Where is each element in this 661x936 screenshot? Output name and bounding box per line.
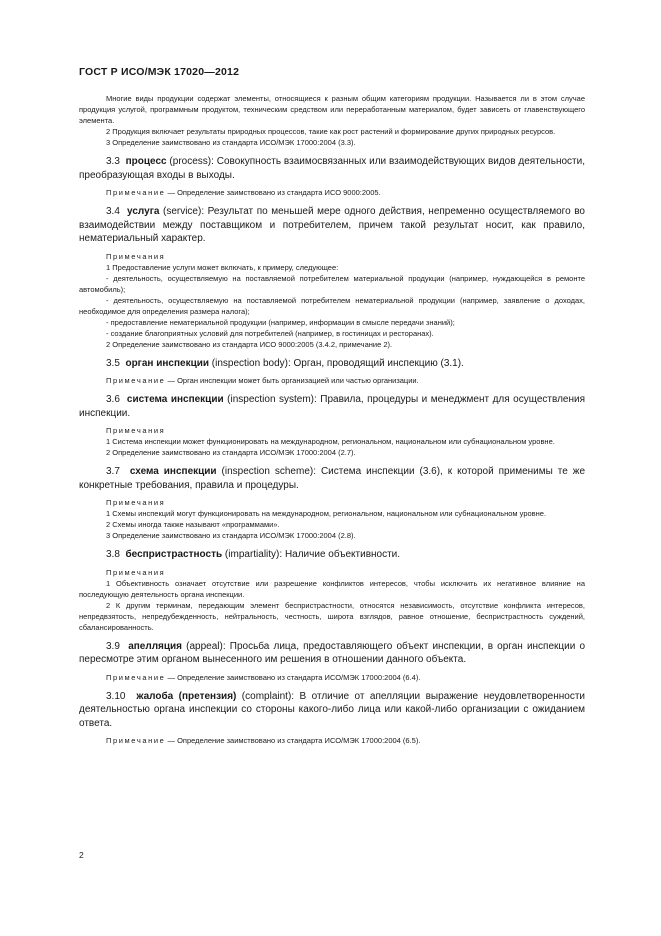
note-text: — Определение заимствовано из стандарта ИСО/МЭК 17000:2004 (6.4).	[165, 672, 421, 682]
term-number: 3.7	[106, 466, 120, 477]
term-name: жалоба (претензия)	[136, 690, 237, 702]
term-number: 3.8	[106, 549, 120, 560]
term-entry-3-4	[79, 205, 585, 246]
notes-label-3-4: Примечания	[106, 251, 166, 261]
term-name: процесс	[125, 156, 167, 167]
document-header: ГОСТ Р ИСО/МЭК 17020—2012	[79, 66, 240, 78]
term-definition: (impartiality): Наличие объективности.	[222, 549, 401, 560]
term-definition: (complaint): В отличие от апелляции выражение неудовлетворенности деятельностью органа инспекции со стороны какого-либо лица или какой-либо организации с ожиданием ответа.	[79, 690, 585, 729]
note-label: Примечание	[106, 376, 166, 385]
term-number: 3.9	[106, 640, 120, 652]
note-3-6-2: 2 Определение заимствовано из стандарта ИСО/МЭК 17000:2004 (2.7).	[106, 448, 356, 457]
note-3-6-1: 1 Система инспекции может функционировать на международном, региональном, национальном или субнациональном уровне.	[106, 437, 555, 446]
note-3-5	[79, 375, 585, 386]
note-label: Примечание	[106, 736, 166, 745]
note-3-3	[79, 187, 585, 198]
document-body	[79, 93, 585, 746]
note-3-8-1: 1 Объективность означает отсутствие или разрешение конфликтов интересов, чтобы исключить их негативное влияние на последующую деятельность органа инспекции.	[79, 578, 585, 599]
term-name: беспристрастность	[125, 549, 223, 560]
note-3-8-2: 2 К другим терминам, передающим элемент беспристрастности, относятся независимость, отсутствие конфликта интересов, непредвзятость, непредубежденность, нейтральность, честность, широта взглядов, равное отношение, беспристрастность суждений, сбалансированность.	[79, 600, 585, 632]
term-entry-3-8	[79, 548, 585, 562]
term-name: орган инспекции	[125, 357, 210, 369]
notes-label-3-6: Примечания	[106, 426, 166, 435]
term-name: апелляция	[128, 640, 183, 652]
term-definition: (service): Результат по меньшей мере одного действия, непременно осуществляемого во взаимодействии между поставщиком и потребителем, причем такой результат носит, как правило, нематериальный характер.	[79, 206, 585, 244]
term-definition: (process): Совокупность взаимосвязанных или взаимодействующих видов деятельности, преобразующая входы в выходы.	[79, 156, 585, 181]
note-3-4-2: - деятельность, осуществляемую на поставляемой потребителем материальной продукции (например, нуждающейся в ремонте автомобиль);	[79, 273, 585, 294]
page-number: 2	[79, 850, 84, 860]
term-entry-3-7	[79, 465, 585, 492]
note-3-9	[79, 672, 585, 683]
term-number: 3.6	[106, 394, 120, 405]
term-name: услуга	[127, 206, 160, 217]
term-number: 3.10	[106, 690, 126, 702]
term-entry-3-10	[79, 690, 585, 731]
term-entry-3-3	[79, 155, 585, 182]
note-3-4-4: - предоставление нематериальной продукции (например, информации в смысле передачи знаний);	[106, 317, 455, 327]
term-number: 3.5	[106, 357, 120, 369]
note-3-7-1: 1 Схемы инспекций могут функционировать на международном, региональном, национальном или субнациональном уровне.	[106, 509, 547, 518]
term-definition: (inspection system): Правила, процедуры и менеджмент для осуществления инспекции.	[79, 394, 585, 419]
term-definition: (inspection body): Орган, проводящий инспекцию (3.1).	[209, 357, 464, 369]
note-3-4-5: - создание благоприятных условий для потребителей (например, в гостиницах и ресторанах).	[106, 328, 434, 338]
note-text: — Орган инспекции может быть организацией или частью организации.	[165, 376, 419, 385]
term-name: система инспекции	[126, 394, 224, 405]
intro-note-2: 2 Продукция включает результаты природных процессов, такие как рост растений и формирование других природных ресурсов.	[106, 127, 556, 136]
note-label: Примечание	[106, 672, 166, 682]
term-entry-3-9	[79, 640, 585, 667]
note-3-4-6: 2 Определение заимствовано из стандарта ИСО 9000:2005 (3.4.2, примечание 2).	[106, 339, 393, 349]
intro-note-3: 3 Определение заимствовано из стандарта ИСО/МЭК 17000:2004 (3.3).	[106, 138, 356, 147]
term-number: 3.3	[106, 156, 120, 167]
note-3-7-2: 2 Схемы иногда также называют «программами».	[106, 520, 280, 529]
term-entry-3-6	[79, 393, 585, 420]
intro-note-continued: Многие виды продукции содержат элементы, относящиеся к разным общим категориям продукции. Называется ли в этом случае продукция услугой, программным продуктом, техническим средством или переработанным материалом, будет зависеть от главенствующего элемента.	[79, 94, 585, 125]
note-text: — Определение заимствовано из стандарта ИСО 9000:2005.	[165, 188, 381, 197]
term-definition: (appeal): Просьба лица, предоставляющего объект инспекции, в орган инспекции о пересмотре этим органом вынесенного им решения в отношении данного объекта.	[79, 640, 586, 665]
term-definition: (inspection scheme): Система инспекции (3.6), к которой применимы те же конкретные требования, правила и процедуры.	[79, 466, 586, 491]
note-3-7-3: 3 Определение заимствовано из стандарта ИСО/МЭК 17000:2004 (2.8).	[106, 531, 356, 540]
note-3-4-1: 1 Предоставление услуги может включать, к примеру, следующее:	[106, 262, 339, 272]
notes-label-3-8: Примечания	[106, 567, 166, 577]
note-3-4-3: - деятельность, осуществляемую на поставляемой потребителем нематериальной продукции (например, заявление о доходах, необходимое для определения размера налога);	[79, 295, 585, 316]
notes-label-3-7: Примечания	[106, 498, 166, 507]
term-entry-3-5	[79, 357, 585, 371]
note-text: — Определение заимствовано из стандарта ИСО/МЭК 17000:2004 (6.5).	[165, 736, 421, 745]
note-label: Примечание	[106, 188, 166, 197]
term-name: схема инспекции	[129, 466, 217, 477]
term-number: 3.4	[106, 206, 120, 217]
note-3-10	[79, 735, 585, 746]
